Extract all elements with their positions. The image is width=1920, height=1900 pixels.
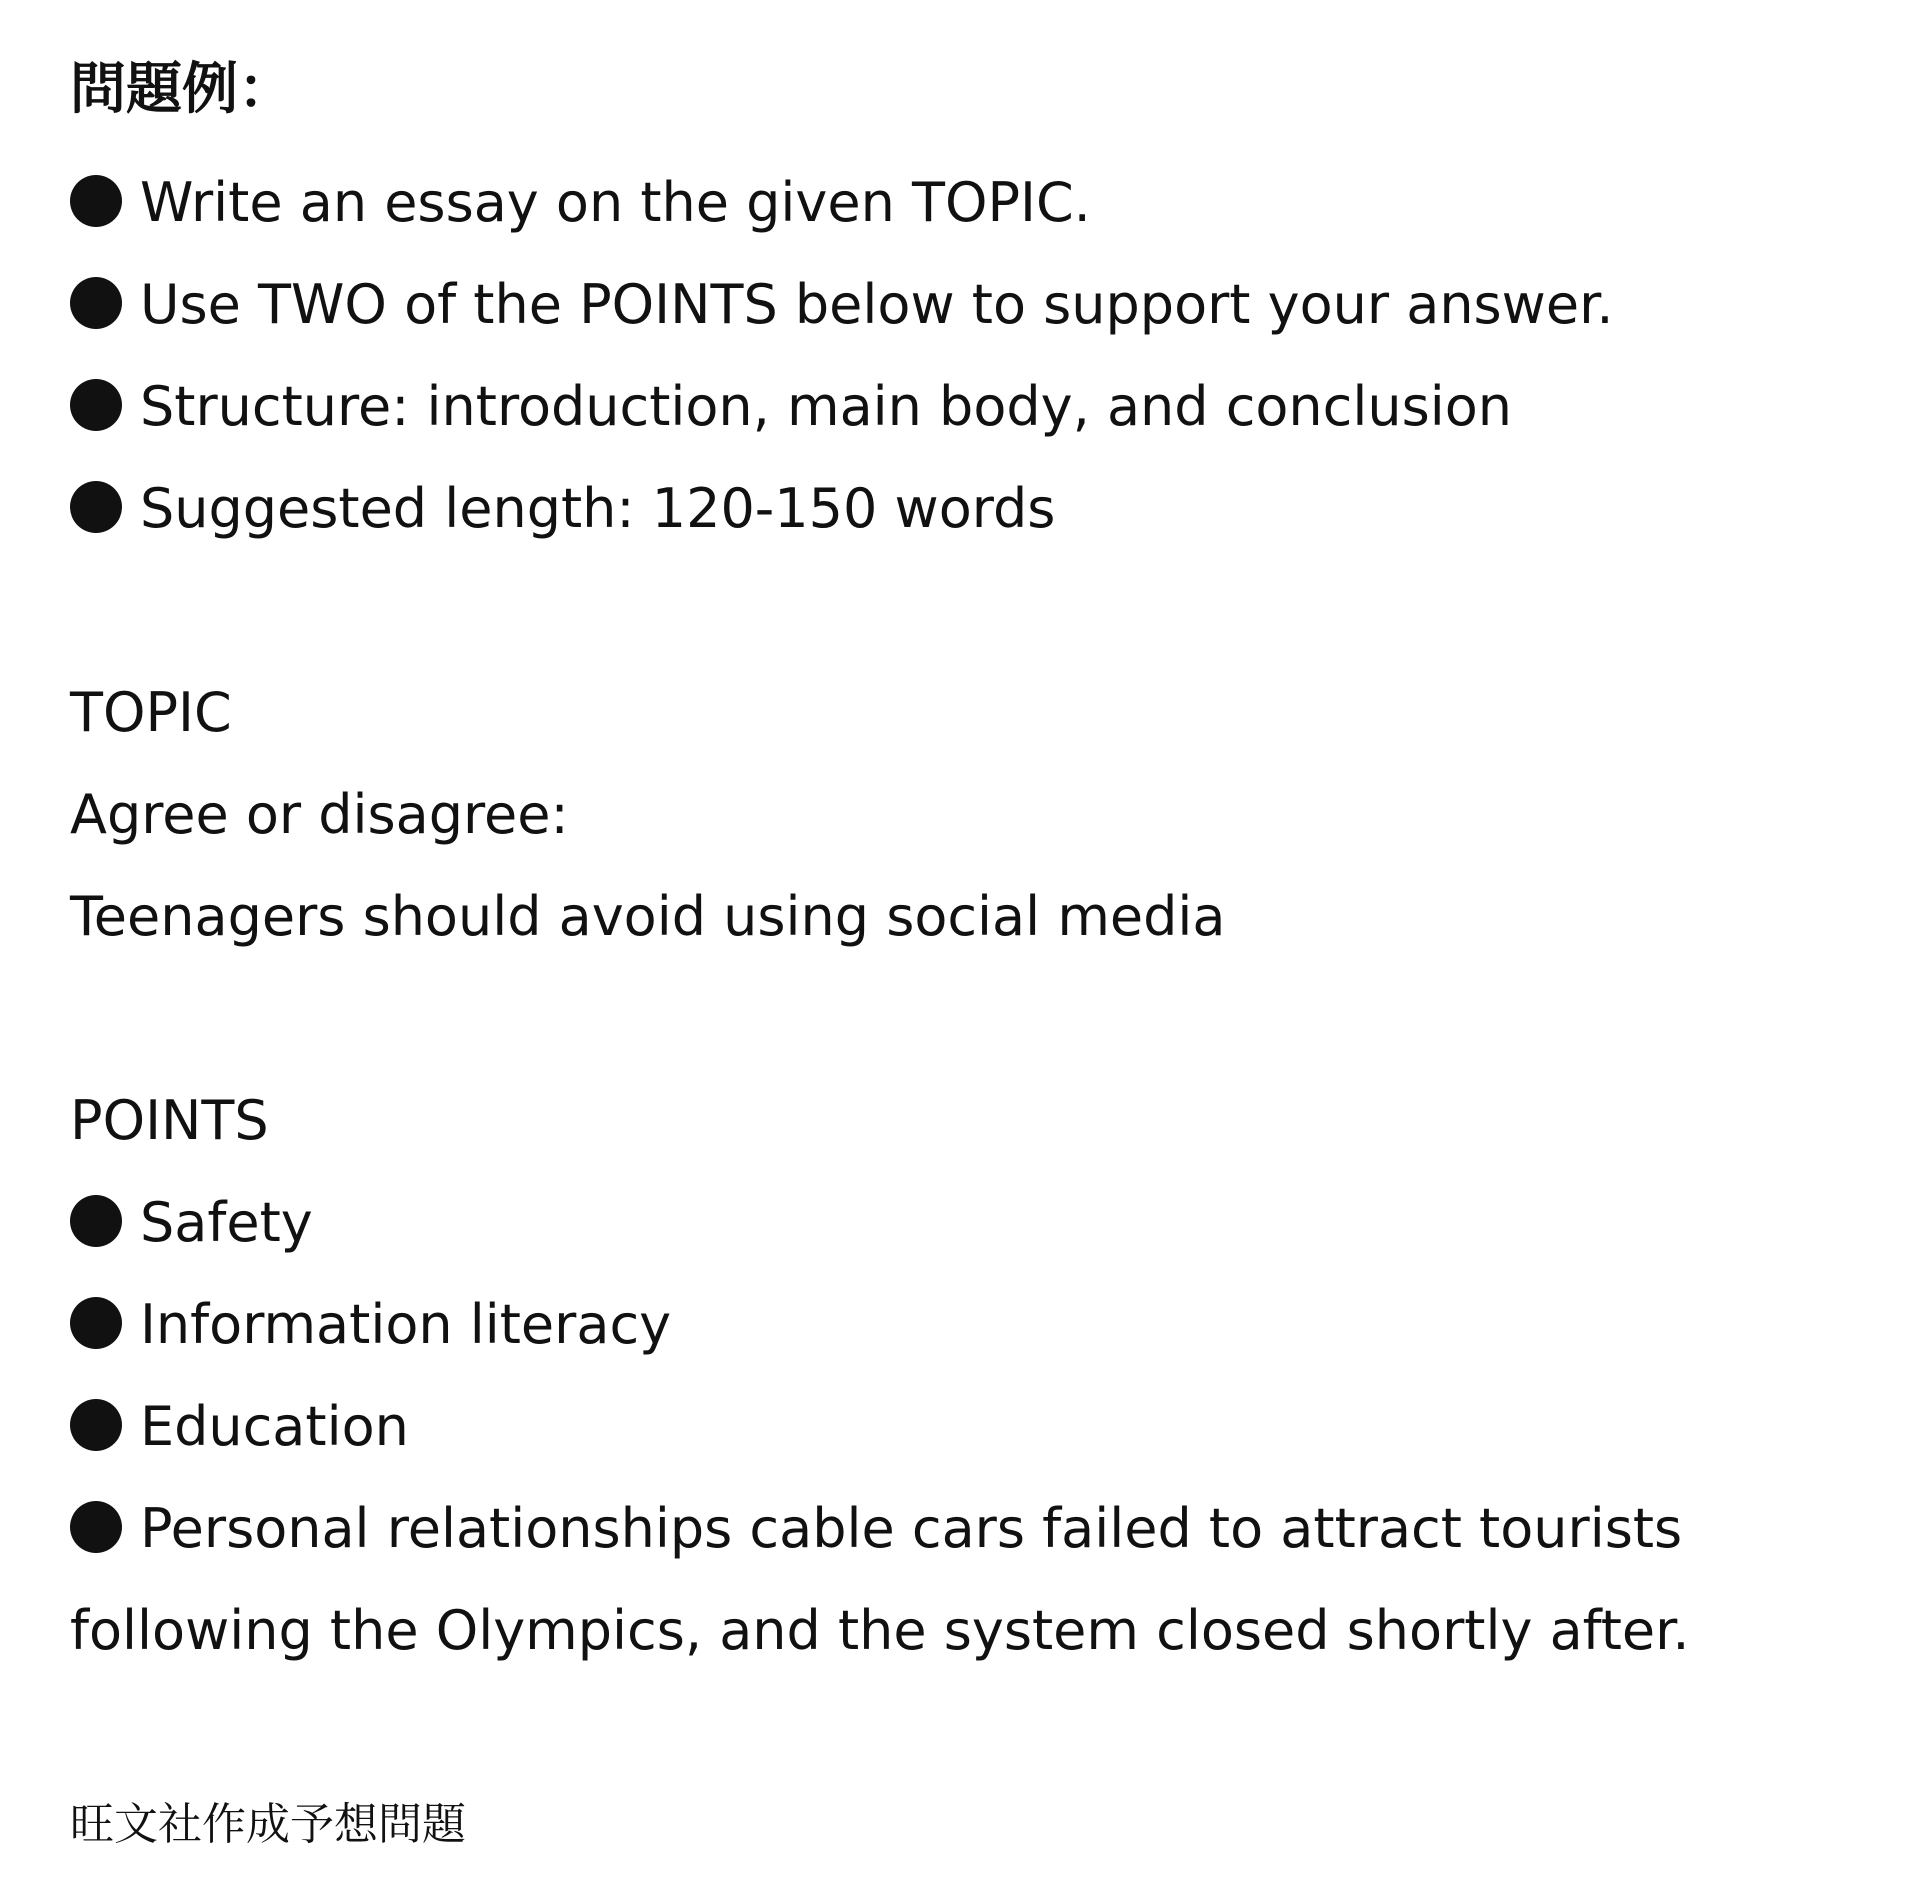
points-section	[70, 1070, 1870, 1682]
topic-label: TOPIC	[70, 681, 232, 744]
instruction-item	[70, 356, 1870, 458]
topic-section	[70, 662, 1870, 968]
point-item	[70, 1478, 1870, 1580]
spacer	[70, 968, 1870, 1070]
bullet-icon	[70, 1399, 122, 1451]
bullet-icon	[70, 1501, 122, 1553]
bullet-icon	[70, 277, 122, 329]
point-text: Information literacy	[140, 1293, 672, 1356]
spacer	[70, 560, 1870, 662]
topic-line: Teenagers should avoid using social media	[70, 885, 1226, 948]
point-text: Education	[140, 1395, 409, 1458]
topic-line: Agree or disagree:	[70, 783, 569, 846]
document-page	[70, 50, 1870, 1682]
instruction-item	[70, 254, 1870, 356]
instruction-text: Write an essay on the given TOPIC.	[140, 171, 1091, 234]
point-continuation: following the Olympics, and the system closed shortly after.	[70, 1599, 1690, 1662]
point-text: Personal relationships cable cars failed to attract tourists	[140, 1497, 1683, 1560]
heading: 問題例：	[70, 57, 294, 122]
point-item	[70, 1172, 1870, 1274]
point-text: Safety	[140, 1191, 313, 1254]
bullet-icon	[70, 175, 122, 227]
bullet-icon	[70, 481, 122, 533]
instruction-item	[70, 458, 1870, 560]
points-label: POINTS	[70, 1089, 269, 1152]
bullet-icon	[70, 379, 122, 431]
instruction-text: Use TWO of the POINTS below to support your answer.	[140, 273, 1614, 336]
bullet-icon	[70, 1297, 122, 1349]
instructions-list	[70, 152, 1870, 560]
instruction-text: Suggested length: 120-150 words	[140, 477, 1056, 540]
bullet-icon	[70, 1195, 122, 1247]
point-item	[70, 1274, 1870, 1376]
instruction-item	[70, 152, 1870, 254]
footer-note: 旺文社作成予想問題	[70, 1799, 466, 1850]
instruction-text: Structure: introduction, main body, and conclusion	[140, 375, 1512, 438]
point-item	[70, 1376, 1870, 1478]
